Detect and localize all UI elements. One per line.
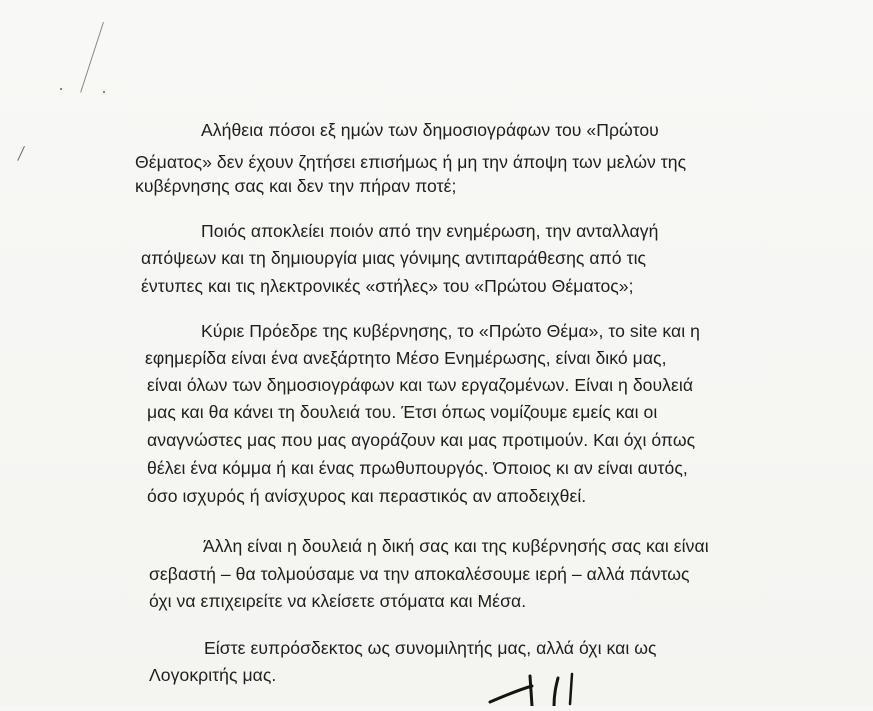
scan-mark xyxy=(60,88,62,90)
paragraph-1-line-1: Αλήθεια πόσοι εξ ημών των δημοσιογράφων του «Πρώτου xyxy=(201,120,659,140)
paragraph-2-line-2: απόψεων και τη δημιουργία μιας γόνιμης αντιπαράθεσης από τις xyxy=(141,248,647,268)
paragraph-1-line-3: κυβέρνησης σας και δεν την πήραν ποτέ; xyxy=(135,176,457,196)
paragraph-4-line-2: σεβαστή – θα τολμούσαμε να την αποκαλέσουμε ιερή – αλλά πάντως xyxy=(149,564,690,584)
paragraph-5-line-2: Λογοκριτής μας. xyxy=(149,665,277,685)
paragraph-1-line-2: Θέματος» δεν έχουν ζητήσει επισήμως ή μη την άποψη των μελών της xyxy=(135,152,687,172)
paragraph-2-line-1: Ποιός αποκλείει ποιόν από την ενημέρωση, την ανταλλαγή xyxy=(201,221,659,241)
paragraph-3-line-1: Κύριε Πρόεδρε της κυβέρνησης, το «Πρώτο Θέμα», το site και η xyxy=(201,321,700,341)
paragraph-4-line-1: Άλλη είναι η δουλειά η δική σας και της κυβέρνησής σας και είναι xyxy=(203,536,709,556)
scan-mark xyxy=(103,91,105,93)
paragraph-3-line-7: όσο ισχυρός ή ανίσχυρος και περαστικός αν αποδειχθεί. xyxy=(147,486,587,506)
paragraph-3-line-3: είναι όλων των δημοσιογράφων και των εργαζομένων. Είναι η δουλειά xyxy=(147,375,694,395)
paragraph-3-line-2: εφημερίδα είναι ένα ανεξάρτητο Μέσο Ενημέρωσης, είναι δικό μας, xyxy=(145,348,667,368)
paragraph-3-line-6: θέλει ένα κόμμα ή και ένας πρωθυπουργός. Όποιος κι αν είναι αυτός, xyxy=(147,458,688,478)
paragraph-3-line-4: μας και θα κάνει τη δουλειά του. Έτσι όπως νομίζουμε εμείς και οι xyxy=(147,402,658,422)
paragraph-2-line-3: έντυπες και τις ηλεκτρονικές «στήλες» του «Πρώτου Θέματος»; xyxy=(141,276,634,296)
signature-stroke-icon xyxy=(482,672,592,706)
paragraph-4-line-3: όχι να επιχειρείτε να κλείσετε στόματα και Μέσα. xyxy=(149,591,527,611)
signature xyxy=(482,672,592,706)
paragraph-5-line-1: Είστε ευπρόσδεκτος ως συνομιλητής μας, αλλά όχι και ως xyxy=(204,638,657,658)
scan-mark xyxy=(80,22,104,93)
paragraph-3-line-5: αναγνώστες μας που μας αγοράζουν και μας προτιμούν. Και όχι όπως xyxy=(147,430,696,450)
scan-mark xyxy=(17,146,25,161)
